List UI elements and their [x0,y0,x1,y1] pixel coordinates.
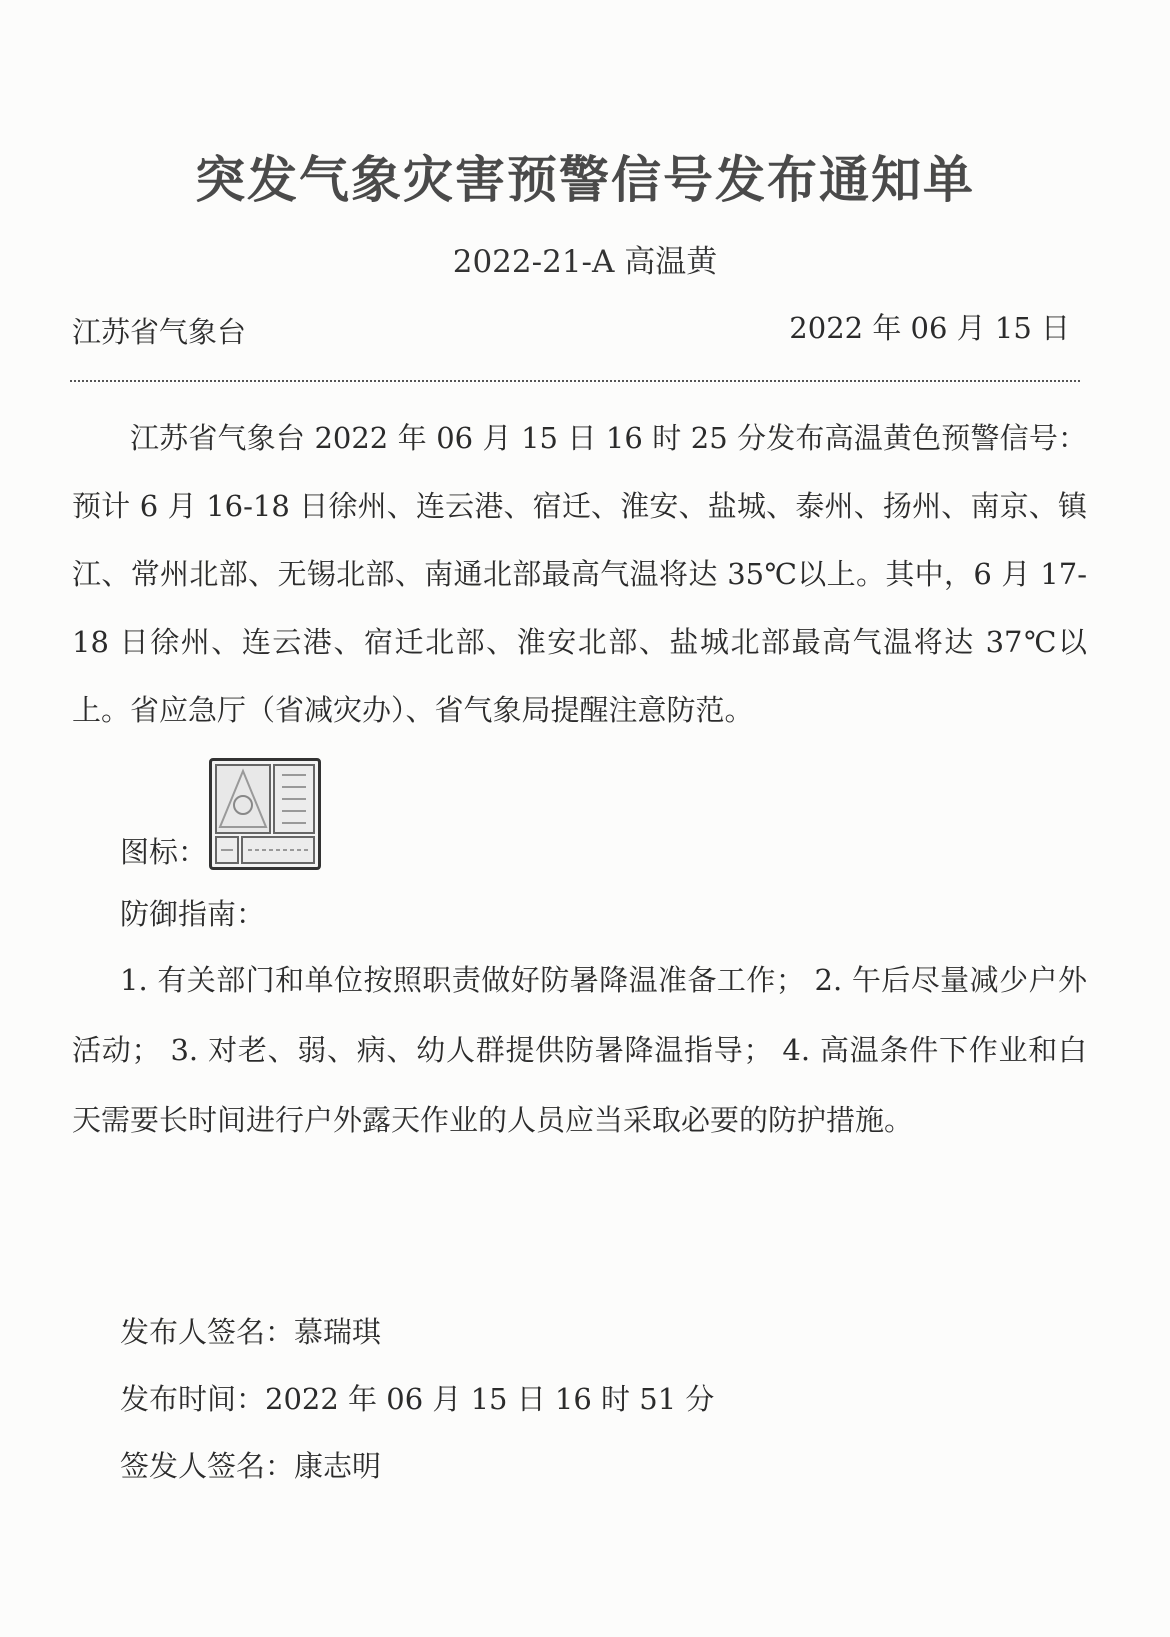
document-code: 2022-21-A 高温黄 [452,244,718,280]
signer-signature: 签发人签名：康志明 [120,1449,382,1483]
publish-time: 发布时间：2022 年 06 月 15 日 16 时 51 分 [120,1382,715,1416]
warning-body: 江苏省气象台 2022 年 06 月 15 日 16 时 25 分发布高温黄色预警信号：预计 6 月 16-18 日徐州、连云港、宿迁、淮安、盐城、泰州、扬州、南京、镇江、常州北部、无锡北部、南通北部最高气温将达 35℃以上。其中，6 月 17-18 日徐州、连云港、宿迁北部、淮安北部、盐城北部最高气温将达 37℃以上。省应急厅（省减灾办）、省气象局提醒注意防范。 [72,421,1087,727]
separator-line [70,380,1080,382]
publisher-signature: 发布人签名：慕瑞琪 [120,1315,382,1349]
defense-guide-heading: 防御指南： [120,897,266,931]
defense-guide-text: 1. 有关部门和单位按照职责做好防暑降温准备工作； 2. 午后尽量减少户外活动； 3. 对老、弱、病、幼人群提供防暑降温指导； 4. 高温条件下作业和白天需要长时间进行户外露天作业的人员应当采取必要的防护措施。 [72,963,1087,1137]
icon-label: 图标： [120,835,208,869]
issue-date: 2022 年 06 月 15 日 [789,311,1070,345]
icon-row [120,760,321,870]
issuer: 江苏省气象台 [72,315,247,349]
high-temperature-yellow-warning-icon [209,758,321,870]
document-title: 突发气象灾害预警信号发布通知单 [195,151,975,209]
